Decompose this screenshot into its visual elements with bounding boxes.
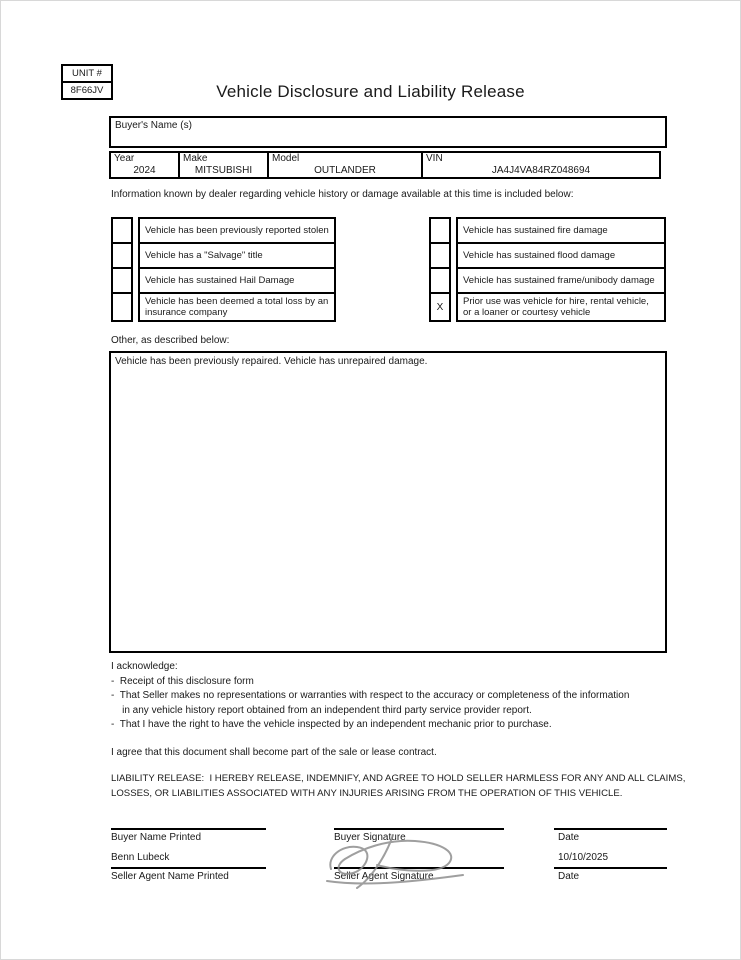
buyer-date-line[interactable] (554, 828, 667, 830)
label-flood-damage: Vehicle has sustained flood damage (456, 242, 666, 269)
acknowledge-item: - Receipt of this disclosure form (111, 675, 254, 687)
disclosure-row (429, 292, 666, 322)
checkbox-total-loss[interactable] (111, 292, 133, 322)
other-description-text: Vehicle has been previously repaired. Vehicle has unrepaired damage. (115, 356, 428, 367)
unit-value[interactable]: 8F66JV (61, 81, 113, 100)
checkbox-salvage[interactable] (111, 242, 133, 269)
checkbox-hail-damage[interactable] (111, 267, 133, 294)
label-salvage: Vehicle has a "Salvage" title (138, 242, 336, 269)
disclosure-row (429, 217, 666, 244)
disclosure-row (429, 267, 666, 294)
unit-label: UNIT # (61, 64, 113, 83)
label-hail-damage: Vehicle has sustained Hail Damage (138, 267, 336, 294)
buyer-name-field[interactable] (109, 116, 667, 148)
seller-date-label-2: Date (558, 871, 580, 882)
disclosure-row (429, 242, 666, 269)
label-frame-damage: Vehicle has sustained frame/unibody damage (456, 267, 666, 294)
buyer-name-label: Buyer's Name (s) (115, 120, 192, 131)
buyer-name-line[interactable] (111, 828, 266, 830)
model-value: OUTLANDER (314, 165, 376, 176)
seller-agent-name-printed-label: Seller Agent Name Printed (111, 871, 229, 882)
seller-date-value[interactable]: 10/10/2025 (558, 852, 609, 863)
disclosure-row (111, 267, 336, 294)
make-label: Make (183, 153, 208, 164)
page-title: Vehicle Disclosure and Liability Release (216, 82, 525, 101)
agreement-line: I agree that this document shall become part of the sale or lease contract. (111, 747, 437, 758)
disclosure-row (111, 292, 336, 322)
checkbox-prior-use[interactable]: X (429, 292, 451, 322)
checkbox-frame-damage[interactable] (429, 267, 451, 294)
checkbox-flood-damage[interactable] (429, 242, 451, 269)
liability-line: LOSSES, OR LIABILITIES ASSOCIATED WITH ANY INJURIES ARISING FROM THE OPERATION OF THIS VEHICLE. (111, 788, 623, 799)
model-field[interactable] (267, 151, 423, 179)
disclosure-left-group (111, 217, 336, 322)
label-prior-use: Prior use was vehicle for hire, rental vehicle, or a loaner or courtesy vehicle (456, 292, 666, 322)
acknowledge-item: - That Seller makes no representations or warranties with respect to the accuracy or completeness of the information (111, 690, 630, 702)
buyer-name-printed-label: Buyer Name Printed (111, 832, 202, 843)
acknowledge-block (111, 660, 629, 733)
vehicle-info-table (109, 151, 661, 179)
year-label: Year (114, 153, 135, 164)
checkbox-stolen[interactable] (111, 217, 133, 244)
acknowledge-heading: I acknowledge: (111, 661, 178, 672)
disclosure-row (111, 217, 336, 244)
acknowledge-item-continued: in any vehicle history report obtained from an independent third party service provider report. (111, 704, 532, 716)
disclosure-intro: Information known by dealer regarding vehicle history or damage available at this time is included below: (111, 189, 574, 200)
vin-label: VIN (426, 153, 443, 164)
seller-agent-name-line[interactable] (111, 867, 266, 869)
buyer-signature-label: Buyer Signature (334, 832, 406, 843)
year-value: 2024 (133, 165, 156, 176)
make-value: MITSUBISHI (194, 165, 253, 176)
label-stolen: Vehicle has been previously reported stolen (138, 217, 336, 244)
acknowledge-item: - That I have the right to have the vehicle inspected by an independent mechanic prior to purchase. (111, 719, 552, 731)
signature-scribble (317, 831, 477, 889)
year-field[interactable] (109, 151, 180, 179)
label-fire-damage: Vehicle has sustained fire damage (456, 217, 666, 244)
vin-value: JA4J4VA84RZ048694 (491, 165, 591, 176)
seller-date-line[interactable] (554, 867, 667, 869)
disclosure-row (111, 242, 336, 269)
other-description-field[interactable] (109, 351, 667, 653)
vin-field[interactable] (421, 151, 661, 179)
seller-agent-name-value[interactable]: Benn Lubeck (111, 852, 170, 863)
make-field[interactable] (178, 151, 269, 179)
liability-line: LIABILITY RELEASE: I HEREBY RELEASE, INDEMNIFY, AND AGREE TO HOLD SELLER HARMLESS FOR ANY AND ALL CLAIMS, (111, 773, 686, 784)
model-label: Model (272, 153, 300, 164)
seller-agent-signature-label: Seller Agent Signature (334, 871, 434, 882)
liability-release-block (111, 771, 685, 801)
buyer-date-label: Date (558, 832, 580, 843)
buyer-signature-line[interactable] (334, 828, 504, 830)
disclosure-right-group (429, 217, 666, 322)
label-total-loss: Vehicle has been deemed a total loss by an insurance company (138, 292, 336, 322)
checkbox-fire-damage[interactable] (429, 217, 451, 244)
other-label: Other, as described below: (111, 335, 230, 346)
